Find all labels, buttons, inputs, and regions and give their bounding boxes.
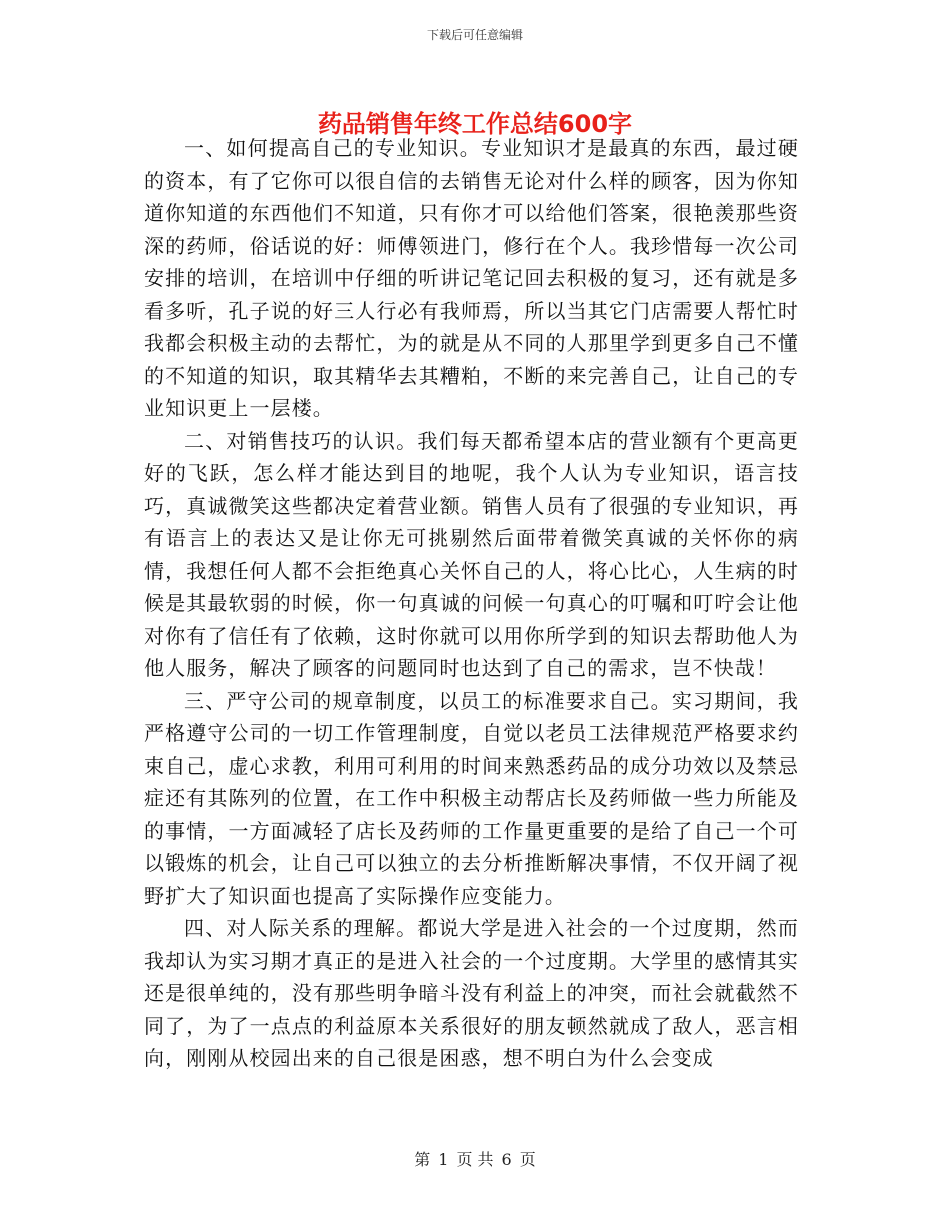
page-footer (0, 1147, 950, 1170)
paragraph-2: 二、对销售技巧的认识。我们每天都希望本店的营业额有个更高更好的飞跃，怎么样才能达到目的地呢，我个人认为专业知识，语言技巧，真诚微笑这些都决定着营业额。销售人员有了很强的专业知识，再有语言上的表达又是让你无可挑剔然后面带着微笑真诚的关怀你的病情，我想任何人都不会拒绝真心关怀自己的人，将心比心，人生病的时候是其最软弱的时候，你一句真诚的问候一句真心的叮嘱和叮咛会让他对你有了信任有了依赖，这时你就可以用你所学到的知识去帮助他人为他人服务，解决了顾客的问题同时也达到了自己的需求，岂不快哉！ (144, 428, 799, 680)
footer-prefix: 第 (414, 1150, 431, 1169)
document-title: 药品销售年终工作总结600字 (317, 110, 633, 138)
paragraph-1: 一、如何提高自己的专业知识。专业知识才是最真的东西，最过硬的资本，有了它你可以很自信的去销售无论对什么样的顾客，因为你知道你知道的东西他们不知道，只有你才可以给他们答案，很艳羡那些资深的药师，俗话说的好：师傅领进门，修行在个人。我珍惜每一次公司安排的培训，在培训中仔细的听讲记笔记回去积极的复习，还有就是多看多听，孔子说的好三人行必有我师焉，所以当其它门店需要人帮忙时我都会积极主动的去帮忙，为的就是从不同的人那里学到更多自己不懂的不知道的知识，取其精华去其糟粕，不断的来完善自己，让自己的专业知识更上一层楼。 (144, 136, 799, 420)
footer-suffix: 页 (519, 1150, 536, 1169)
paragraph-4: 四、对人际关系的理解。都说大学是进入社会的一个过度期，然而我却认为实习期才真正的是进入社会的一个过度期。大学里的感情其实还是很单纯的，没有那些明争暗斗没有利益上的冲突，而社会就截然不同了，为了一点点的利益原本关系很好的朋友顿然就成了敌人，恶言相向，刚刚从校园出来的自己很是困惑，想不明白为什么会变成 (144, 916, 799, 1070)
document-body (144, 132, 799, 1075)
footer-middle: 页 共 (456, 1150, 494, 1169)
header-note: 下载后可任意编辑 (426, 28, 523, 42)
footer-total-pages: 6 (501, 1150, 512, 1169)
paragraph-3: 三、严守公司的规章制度，以员工的标准要求自己。实习期间，我严格遵守公司的一切工作管理制度，自觉以老员工法律规范严格要求约束自己，虚心求教，利用可利用的时间来熟悉药品的成分功效以及禁忌症还有其陈列的位置，在工作中积极主动帮店长及药师做一些力所能及的事情，一方面减轻了店长及药师的工作量更重要的是给了自己一个可以锻炼的机会，让自己可以独立的去分析推断解决事情，不仅开阔了视野扩大了知识面也提高了实际操作应变能力。 (144, 688, 799, 908)
footer-current-page: 1 (438, 1150, 449, 1169)
